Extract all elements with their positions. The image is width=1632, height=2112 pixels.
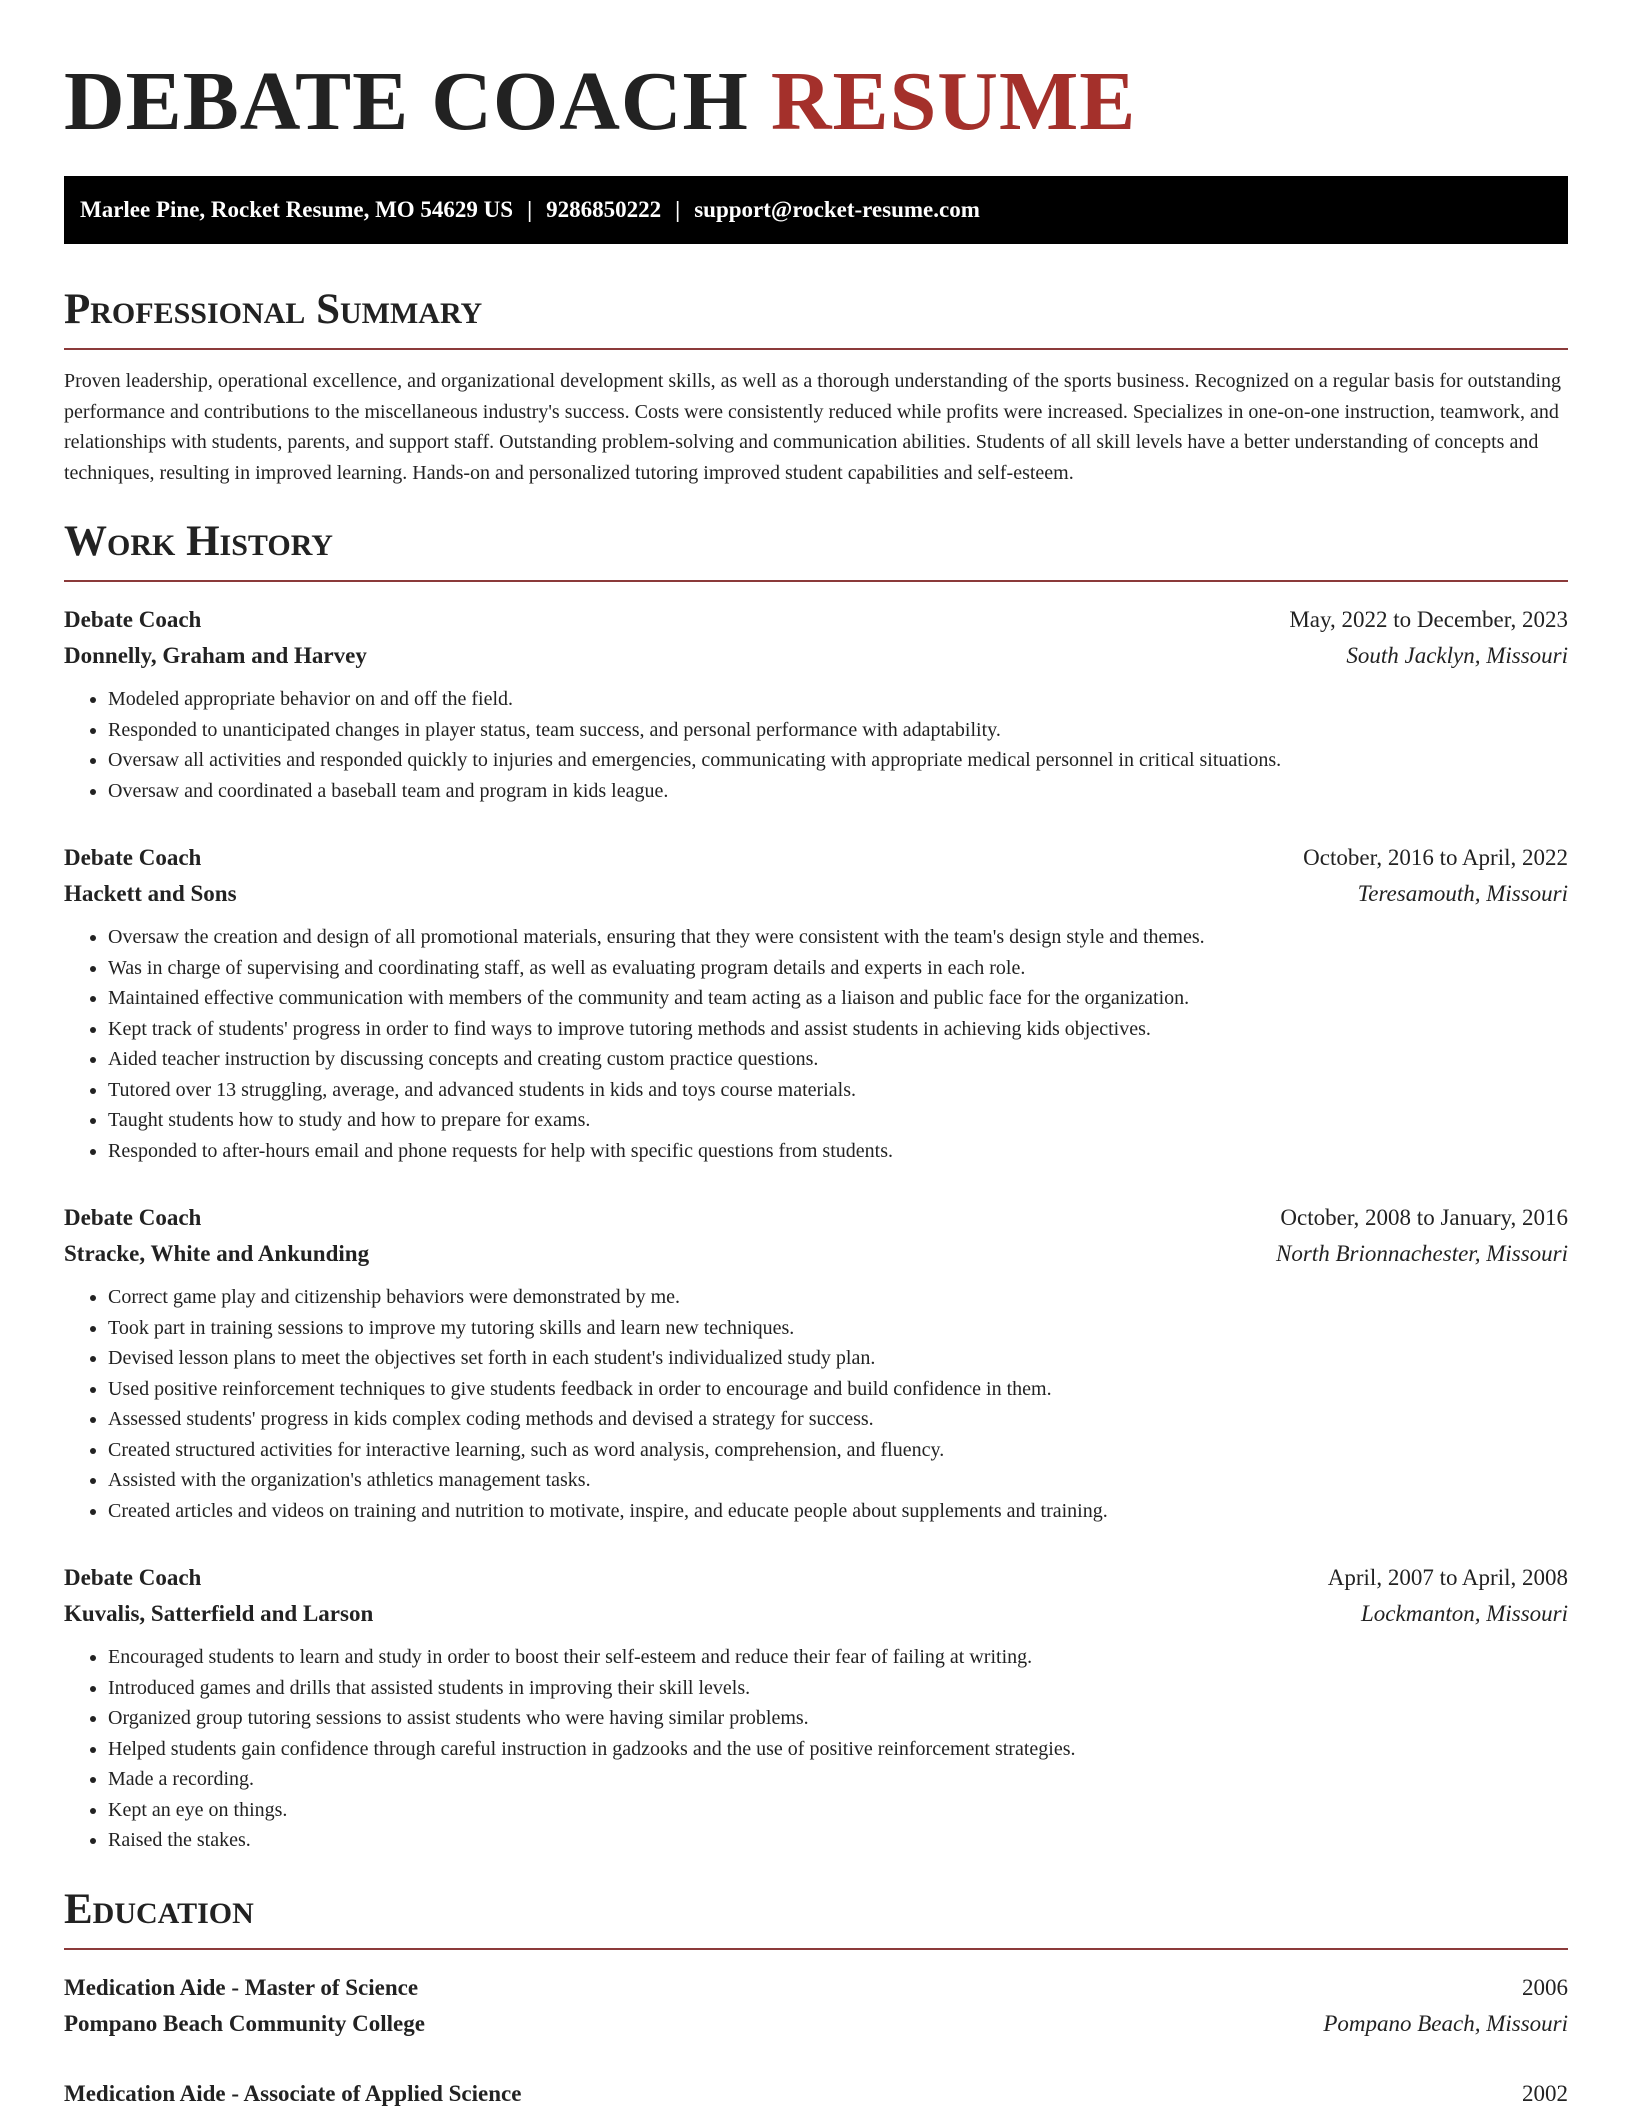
job-dates: October, 2016 to April, 2022 — [1303, 845, 1568, 870]
list-item: • Created structured activities for interactive learning, such as word analysis, comprehension, and fluency. — [108, 1435, 1568, 1466]
list-item: • Raised the stakes. — [108, 1825, 1568, 1856]
education-entry — [64, 1970, 1568, 2042]
list-item: • Responded to unanticipated changes in player status, team success, and personal performance with adaptability. — [108, 715, 1568, 746]
job-bullets — [64, 922, 1568, 1166]
list-item: • Used positive reinforcement techniques to give students feedback in order to encourage and build confidence in them. — [108, 1374, 1568, 1405]
section-heading: Education — [64, 1884, 1568, 1950]
list-item: • Oversaw the creation and design of all promotional materials, ensuring that they were consistent with the team's design style and themes. — [108, 922, 1568, 953]
job-location: North Brionnachester, Missouri — [1276, 1241, 1568, 1266]
list-item: • Oversaw and coordinated a baseball team and program in kids league. — [108, 776, 1568, 807]
job-bullets — [64, 1642, 1568, 1856]
job-entry — [64, 840, 1568, 1166]
job-dates: October, 2008 to January, 2016 — [1280, 1205, 1568, 1230]
list-item: • Kept an eye on things. — [108, 1795, 1568, 1826]
list-item: • Correct game play and citizenship behaviors were demonstrated by me. — [108, 1282, 1568, 1313]
contact-bar — [64, 176, 1568, 244]
list-item: • Responded to after-hours email and phone requests for help with specific questions from students. — [108, 1136, 1568, 1167]
document-title — [64, 0, 1568, 152]
section-heading: Professional Summary — [64, 284, 1568, 350]
contact-separator: | — [527, 197, 533, 222]
list-item: • Assisted with the organization's athletics management tasks. — [108, 1465, 1568, 1496]
title-main: DEBATE COACH — [64, 55, 749, 148]
job-entry — [64, 602, 1568, 806]
education-school: Pompano Beach Community College — [64, 2010, 425, 2036]
education-year: 2006 — [1522, 1974, 1568, 2000]
contact-email: support@rocket-resume.com — [694, 197, 980, 222]
job-location: South Jacklyn, Missouri — [1346, 643, 1568, 668]
contact-phone: 9286850222 — [546, 197, 662, 222]
work-history-section — [64, 516, 1568, 1856]
list-item: • Made a recording. — [108, 1764, 1568, 1795]
list-item: • Kept track of students' progress in order to find ways to improve tutoring methods and assist students in achieving kids objectives. — [108, 1014, 1568, 1045]
list-item: • Aided teacher instruction by discussing concepts and creating custom practice questions. — [108, 1044, 1568, 1075]
contact-address: Marlee Pine, Rocket Resume, MO 54629 US — [80, 197, 514, 222]
job-company: Kuvalis, Satterfield and Larson — [64, 1601, 374, 1626]
list-item: • Organized group tutoring sessions to assist students who were having similar problems. — [108, 1703, 1568, 1734]
job-dates: May, 2022 to December, 2023 — [1289, 607, 1568, 632]
summary-text: Proven leadership, operational excellence, and organizational development skills, as well as a thorough understanding of the sports business. Recognized on a regular basis for outstanding performance and contributions to the miscellaneous industry's success. Costs were consistently reduced while profits were increased. Specializes in one-on-one instruction, teamwork, and relationships with students, parents, and support staff. Outstanding problem-solving and communication abilities. Students of all skill levels have a better understanding of concepts and techniques, resulting in improved learning. Hands-on and personalized tutoring improved student capabilities and self-esteem. — [64, 370, 1562, 484]
education-degree: Medication Aide - Associate of Applied Science — [64, 2080, 522, 2106]
list-item: • Was in charge of supervising and coordinating staff, as well as evaluating program details and experts in each role. — [108, 953, 1568, 984]
job-entry — [64, 1560, 1568, 1856]
list-item: • Devised lesson plans to meet the objectives set forth in each student's individualized study plan. — [108, 1343, 1568, 1374]
list-item: • Helped students gain confidence through careful instruction in gadzooks and the use of positive reinforcement strategies. — [108, 1734, 1568, 1765]
education-section — [64, 1884, 1568, 2112]
education-year: 2002 — [1522, 2080, 1568, 2106]
job-location: Lockmanton, Missouri — [1361, 1601, 1568, 1626]
list-item: • Modeled appropriate behavior on and off the field. — [108, 684, 1568, 715]
list-item: • Taught students how to study and how to prepare for exams. — [108, 1105, 1568, 1136]
job-title: Debate Coach — [64, 845, 202, 870]
job-bullets — [64, 1282, 1568, 1526]
job-dates: April, 2007 to April, 2008 — [1327, 1565, 1568, 1590]
contact-separator: | — [675, 197, 681, 222]
list-item: • Encouraged students to learn and study in order to boost their self-esteem and reduce their fear of failing at writing. — [108, 1642, 1568, 1673]
job-title: Debate Coach — [64, 607, 202, 632]
list-item: • Maintained effective communication with members of the community and team acting as a liaison and public face for the organization. — [108, 983, 1568, 1014]
section-heading: Work History — [64, 516, 1568, 582]
list-item: • Assessed students' progress in kids complex coding methods and devised a strategy for success. — [108, 1404, 1568, 1435]
education-entry — [64, 2076, 1568, 2112]
education-degree: Medication Aide - Master of Science — [64, 1974, 419, 2000]
job-title: Debate Coach — [64, 1205, 202, 1230]
professional-summary-section — [64, 284, 1568, 488]
job-entry — [64, 1200, 1568, 1526]
list-item: • Created articles and videos on training and nutrition to motivate, inspire, and educate people about supplements and training. — [108, 1496, 1568, 1527]
job-company: Donnelly, Graham and Harvey — [64, 643, 367, 668]
job-company: Stracke, White and Ankunding — [64, 1241, 370, 1266]
job-company: Hackett and Sons — [64, 881, 237, 906]
education-location: Pompano Beach, Missouri — [1323, 2010, 1568, 2036]
job-location: Teresamouth, Missouri — [1357, 881, 1568, 906]
job-title: Debate Coach — [64, 1565, 202, 1590]
title-accent: RESUME — [770, 55, 1137, 148]
list-item: • Took part in training sessions to improve my tutoring skills and learn new techniques. — [108, 1313, 1568, 1344]
list-item: • Introduced games and drills that assisted students in improving their skill levels. — [108, 1673, 1568, 1704]
list-item: • Tutored over 13 struggling, average, and advanced students in kids and toys course materials. — [108, 1075, 1568, 1106]
list-item: • Oversaw all activities and responded quickly to injuries and emergencies, communicating with appropriate medical personnel in critical situations. — [108, 745, 1568, 776]
job-bullets — [64, 684, 1568, 806]
